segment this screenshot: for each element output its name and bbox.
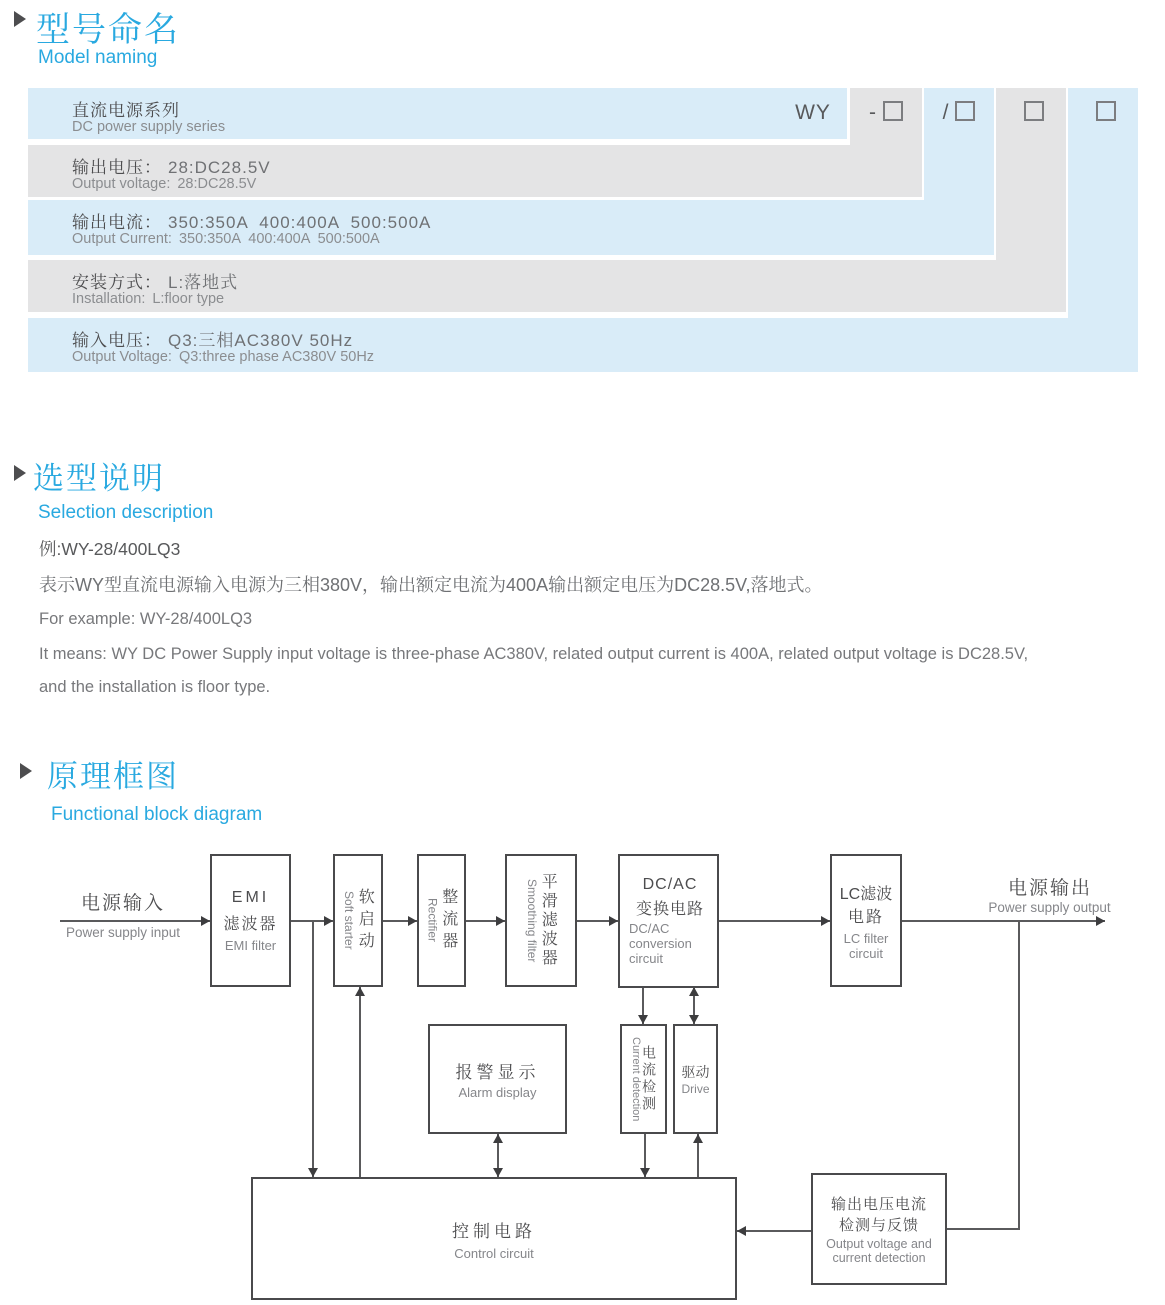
block-label-en: Rectifier bbox=[425, 898, 440, 943]
model-code-part-4 bbox=[1068, 99, 1138, 127]
code-box-icon bbox=[883, 101, 903, 121]
block-label-en: Smoothing filter bbox=[524, 878, 539, 963]
block-dcac-conversion bbox=[618, 854, 719, 988]
selection-example-en-code: For example: WY-28/400LQ3 bbox=[39, 610, 253, 628]
row-cn-value: 350:350A 400:400A 500:500A bbox=[168, 213, 432, 232]
arrow-down-icon bbox=[493, 1168, 503, 1177]
row-cn-label: 输入电压： bbox=[72, 331, 162, 350]
table-row-input-voltage bbox=[28, 318, 1138, 372]
row-cn-label: 直流电源系列 bbox=[72, 101, 180, 120]
connector-detection-to-control bbox=[737, 1230, 811, 1232]
arrow-down-icon bbox=[638, 1015, 648, 1024]
code-box-icon bbox=[1024, 101, 1044, 121]
arrow-right-icon bbox=[408, 916, 417, 926]
block-label-en: Soft starter bbox=[341, 891, 356, 950]
section-subtitle-diagram: Functional block diagram bbox=[51, 804, 263, 825]
code-box-icon bbox=[955, 101, 975, 121]
row-en-label: Output Voltage: bbox=[72, 349, 172, 365]
block-smoothing-filter bbox=[505, 854, 577, 987]
model-code-part-3 bbox=[996, 99, 1066, 127]
block-label-en: Alarm display bbox=[458, 1085, 537, 1100]
power-output-label-cn: 电源输出 bbox=[1007, 878, 1092, 899]
connector-input-line bbox=[60, 920, 210, 922]
row-en-label: Output Current: bbox=[72, 231, 172, 247]
block-control-circuit bbox=[251, 1177, 737, 1300]
row-cn-label: 输出电流： bbox=[72, 213, 162, 232]
block-label-en: LC filter bbox=[843, 930, 889, 946]
section-title-model-naming: 型号命名 bbox=[36, 11, 180, 49]
selection-example-cn: 表示WY型直流电源输入电源为三相380V，输出额定电流为400A输出额定电压为DC28.5V,落地式。 bbox=[39, 575, 823, 595]
block-label-en: Drive bbox=[681, 1082, 710, 1096]
row-cn-value: 28:DC28.5V bbox=[168, 158, 271, 177]
block-emi-filter bbox=[210, 854, 291, 987]
row-en-value: L:floor type bbox=[152, 291, 225, 307]
model-code-series: WY bbox=[795, 101, 831, 124]
block-label: 控制电路 bbox=[452, 1221, 536, 1241]
row-cn-label: 输出电压： bbox=[72, 158, 162, 177]
connector-output-to-detection bbox=[1018, 920, 1020, 1230]
row-en-value: Q3:three phase AC380V 50Hz bbox=[178, 349, 375, 365]
row-en-value: 350:350A 400:400A 500:500A bbox=[178, 231, 380, 247]
arrow-up-icon bbox=[693, 1134, 703, 1143]
table-row-series bbox=[28, 88, 847, 139]
model-code-part-1: - bbox=[850, 99, 922, 127]
arrow-right-icon bbox=[821, 916, 830, 926]
block-label-en: circuit bbox=[629, 951, 663, 966]
block-label: 变换电路 bbox=[635, 901, 704, 918]
arrow-up-icon bbox=[689, 987, 699, 996]
block-label: 电流检测 bbox=[641, 1045, 658, 1113]
table-row-output-current bbox=[28, 200, 994, 255]
row-en-label: Installation: bbox=[72, 291, 146, 307]
connector-dcac-lc bbox=[719, 920, 830, 922]
section-bullet-icon bbox=[14, 11, 26, 27]
row-cn-value: Q3:三相AC380V 50Hz bbox=[168, 331, 354, 350]
table-row-installation bbox=[28, 260, 1066, 312]
selection-example-code: 例:WY-28/400LQ3 bbox=[39, 539, 181, 559]
block-label: DC/AC bbox=[642, 876, 698, 893]
arrow-up-icon bbox=[493, 1134, 503, 1143]
table-row-output-voltage bbox=[28, 145, 922, 197]
row-cn-label: 安装方式： bbox=[72, 273, 162, 292]
block-label-en: current detection bbox=[832, 1251, 926, 1265]
connector-output-line bbox=[902, 920, 1105, 922]
arrow-left-icon bbox=[737, 1226, 746, 1236]
selection-example-en-2: and the installation is floor type. bbox=[39, 678, 271, 696]
row-en-label: Output voltage: bbox=[72, 176, 171, 192]
arrow-down-icon bbox=[308, 1168, 318, 1177]
section-title-selection: 选型说明 bbox=[33, 461, 165, 496]
block-label: 输出电压电流 bbox=[830, 1196, 927, 1213]
arrow-right-icon bbox=[609, 916, 618, 926]
block-label: 整流器 bbox=[439, 887, 457, 954]
block-label-en: DC/AC bbox=[629, 921, 670, 936]
block-label-en: circuit bbox=[849, 945, 883, 961]
block-drive bbox=[673, 1024, 718, 1134]
block-label-en: Output voltage and bbox=[826, 1237, 932, 1251]
connector-control-to-soft bbox=[359, 987, 361, 1177]
power-output-label-en: Power supply output bbox=[988, 900, 1111, 915]
block-label-en: Control circuit bbox=[454, 1245, 534, 1261]
arrow-down-icon bbox=[640, 1168, 650, 1177]
row-en-label: DC power supply series bbox=[72, 119, 226, 135]
block-label-en: conversion bbox=[629, 936, 692, 951]
block-label: 滤波器 bbox=[223, 915, 278, 933]
arrow-right-icon bbox=[201, 916, 210, 926]
connector-input-to-control bbox=[312, 920, 314, 1177]
block-label: LC滤波 bbox=[839, 885, 893, 903]
section-subtitle-selection: Selection description bbox=[38, 502, 214, 523]
arrow-down-icon bbox=[689, 1015, 699, 1024]
section-title-diagram: 原理框图 bbox=[47, 759, 179, 794]
block-alarm-display bbox=[428, 1024, 567, 1134]
section-subtitle-model-naming: Model naming bbox=[38, 47, 158, 68]
block-current-detection bbox=[620, 1024, 667, 1134]
block-label-en: Current detection bbox=[629, 1036, 642, 1122]
block-rectifier bbox=[417, 854, 466, 987]
arrow-up-icon bbox=[355, 987, 365, 996]
power-input-label-en: Power supply input bbox=[65, 925, 181, 940]
block-output-detection bbox=[811, 1173, 947, 1285]
block-label: 报警显示 bbox=[455, 1063, 540, 1082]
arrow-right-icon bbox=[496, 916, 505, 926]
block-label: EMI bbox=[231, 888, 270, 906]
arrow-right-icon bbox=[1096, 916, 1105, 926]
block-lc-filter bbox=[830, 854, 902, 987]
power-input-label-cn: 电源输入 bbox=[80, 893, 165, 914]
block-label: 平滑滤波器 bbox=[539, 873, 557, 968]
model-code-part-2: / bbox=[924, 99, 994, 127]
section-bullet-icon bbox=[20, 763, 32, 779]
block-label: 驱动 bbox=[681, 1064, 710, 1080]
row-en-value: 28:DC28.5V bbox=[177, 176, 257, 192]
code-box-icon bbox=[1096, 101, 1116, 121]
connector-detection-in bbox=[947, 1228, 1020, 1230]
selection-example-en-1: It means: WY DC Power Supply input voltage is three-phase AC380V, related output current is 400A, related output voltage is DC28.5V, bbox=[39, 645, 1029, 663]
block-label: 软启动 bbox=[356, 887, 374, 954]
arrow-right-icon bbox=[324, 916, 333, 926]
block-soft-starter bbox=[333, 854, 383, 987]
section-bullet-icon bbox=[14, 465, 26, 481]
row-cn-value: L:落地式 bbox=[168, 273, 239, 292]
block-label-en: EMI filter bbox=[224, 937, 277, 953]
block-label: 检测与反馈 bbox=[838, 1217, 919, 1234]
block-label: 电路 bbox=[847, 908, 884, 926]
